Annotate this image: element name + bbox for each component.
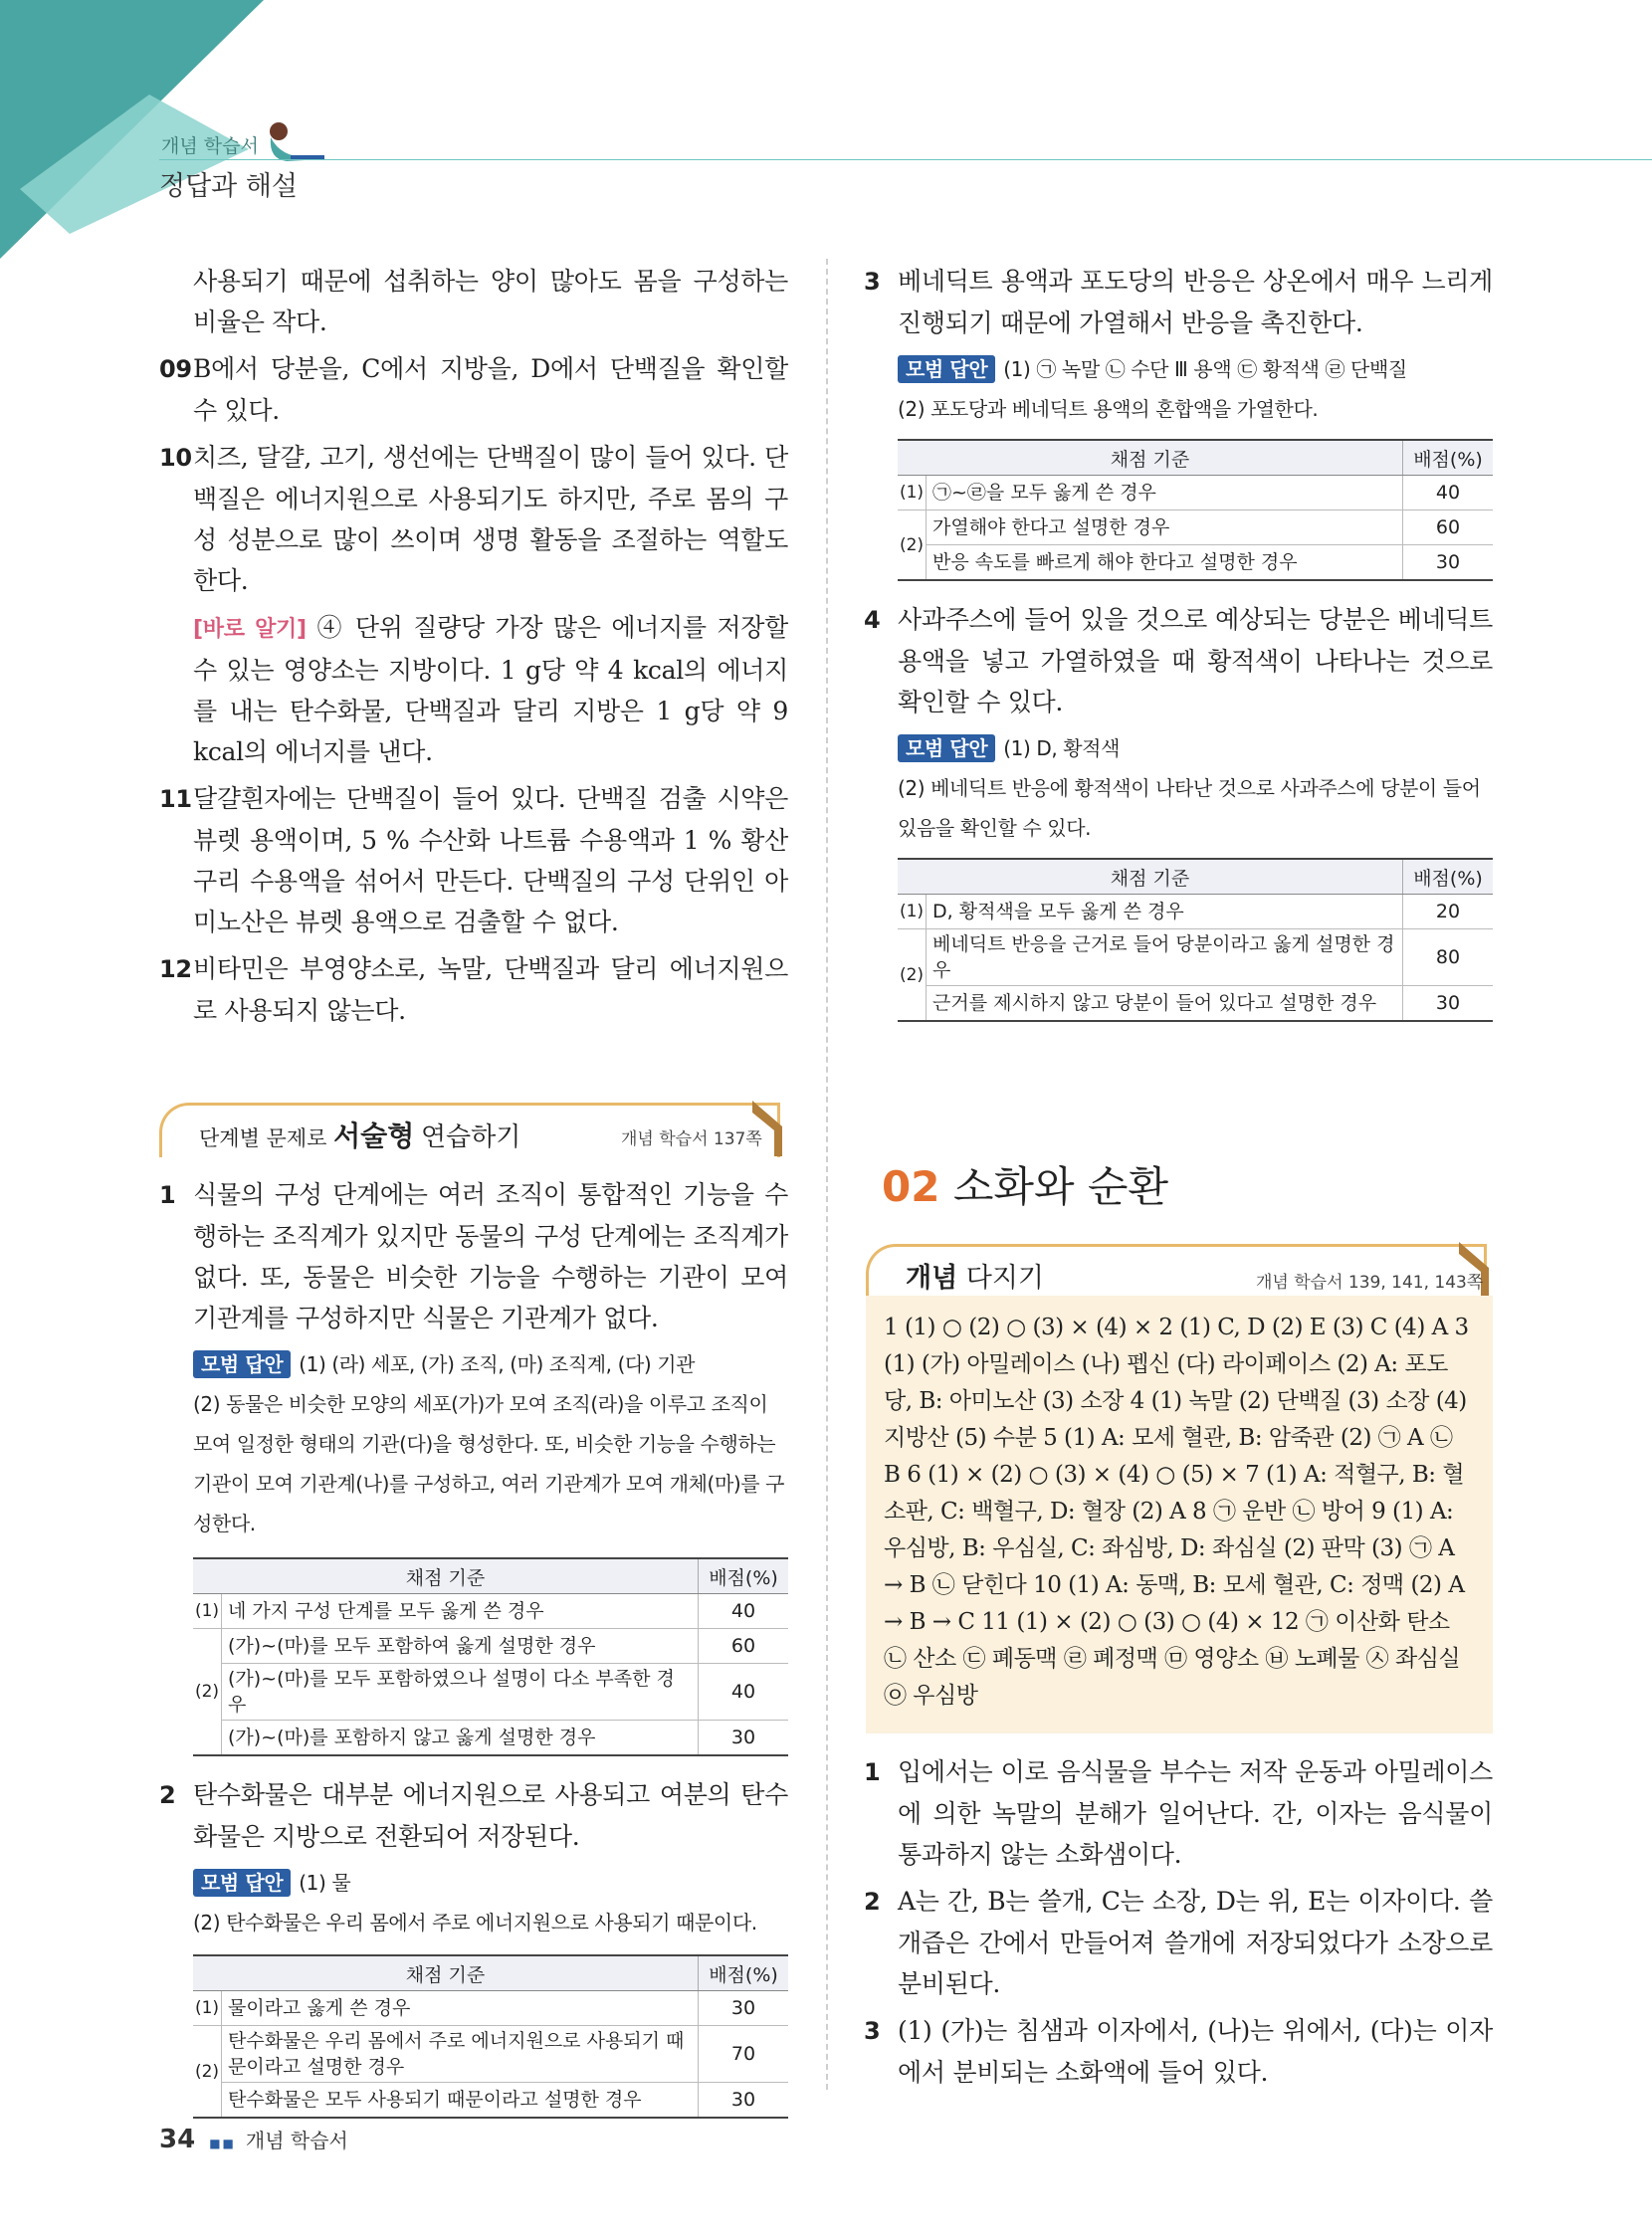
answer-item: 3 (1) (가)는 침샘과 이자에서, (나)는 위에서, (다)는 이자에서 분비되는 소화액에 들어 있다. xyxy=(864,2016,1493,2087)
answer-item: 4 사과주스에 들어 있을 것으로 예상되는 당분은 베네딕트 용액을 넣고 가열하였을 때 황적색이 나타나는 것으로 확인할 수 있다. xyxy=(864,605,1493,716)
answer-item: 11달걀흰자에는 단백질이 들어 있다. 단백질 검출 시약은 뷰렛 용액이며, 5 % 수산화 나트륨 수용액과 1 % 황산 구리 수용액을 섞어서 만든다. 단백질의 구성 단위인 아미노산은 뷰렛 용액으로 검출할 수 없다. xyxy=(159,784,788,936)
student-illustration xyxy=(257,117,326,163)
criteria-table: 채점 기준 배점(%) (1) 물이라고 옳게 쓴 경우 30 (2) 탄수화물은 우리 몸에서 주로 에너지원으로 사용되기 때문이라고 설명한 경우 70 탄수화물은 모두 사용되기 때문이라고 설명한 경우 30 xyxy=(193,1954,788,2119)
concept-answers: 1 (1) ○ (2) ○ (3) × (4) × 2 (1) C, D (2) E (3) C (4) A 3 (1) (가) 아밀레이스 (나) 펩신 (다) 라이페이스 (2) A: 포도당, B: 아미노산 (3) 소장 4 (1) 녹말 (2) 단백질 (3) 소장 (4) 지방산 (5) 수분 5 (1) A: 모세 혈관, B: 암죽관 (2) ㉠ A ㉡ B 6 (1) × (2) ○ (3) × (4) ○ (5) × 7 (1) A: 적혈구, B: 혈소판, C: 백혈구, D: 혈장 (2) A 8 ㉠ 운반 ㉡ 방어 9 (1) A: 우심방, B: 우심실, C: 좌심방, D: 좌심실 (2) 판막 (3) ㉠ A → B ㉡ 닫힌다 10 (1) A: 동맥, B: 모세 혈관, C: 정맥 (2) A → B → C 11 (1) × (2) ○ (3) ○ (4) × 12 ㉠ 이산화 탄소 ㉡ 산소 ㉢ 폐동맥 ㉣ 폐정맥 ㉤ 영양소 ㉥ 노폐물 ㉦ 좌심실 ㉧ 우심방 xyxy=(884,1315,1469,1709)
column-divider xyxy=(826,259,828,2090)
essay-section xyxy=(159,1174,788,2119)
answer-item: 12비타민은 부영양소로, 녹말, 단백질과 달리 에너지원으로 사용되지 않는다. xyxy=(159,954,788,1025)
table-row: (2) 탄수화물은 우리 몸에서 주로 에너지원으로 사용되기 때문이라고 설명한 경우 70 xyxy=(193,2026,788,2083)
model-answer-1: 모범 답안 (1) (라) 세포, (가) 조직, (마) 조직계, (다) 기관 xyxy=(159,1344,788,1384)
criteria-table: 채점 기준 배점(%) (1) 네 가지 구성 단계를 모두 옳게 쓴 경우 40 (2) (가)~(마)를 모두 포함하여 옳게 설명한 경우 60 (가)~(마)를 모두 포함하였으나 설명이 다소 부족한 경우 40 (가)~(마)를 포함하지 않고 옳게 설명한 경우 30 xyxy=(193,1557,788,1756)
right-bottom-section xyxy=(864,1751,1493,2099)
table-row: 반응 속도를 빠르게 해야 한다고 설명한 경우 30 xyxy=(898,545,1493,581)
table-row: (1) ㉠~㉣을 모두 옳게 쓴 경우 40 xyxy=(898,476,1493,510)
corner-decoration xyxy=(0,0,269,259)
header-subtitle: 개념 학습서 xyxy=(161,135,259,157)
essay-tab-ref: 개념 학습서 137쪽 xyxy=(621,1129,762,1149)
header-title: 정답과 해설 xyxy=(159,171,298,202)
criteria-table: 채점 기준 배점(%) (1) ㉠~㉣을 모두 옳게 쓴 경우 40 (2) 가열해야 한다고 설명한 경우 60 반응 속도를 빠르게 해야 한다고 설명한 경우 30 xyxy=(898,439,1493,581)
left-top-section xyxy=(159,261,788,1037)
right-top-section xyxy=(864,261,1493,1022)
continued-text: 사용되기 때문에 섭취하는 양이 많아도 몸을 구성하는 비율은 작다. xyxy=(193,267,788,336)
section-title: 02 소화와 순환 xyxy=(882,1162,1169,1211)
table-row: (가)~(마)를 포함하지 않고 옳게 설명한 경우 30 xyxy=(193,1721,788,1756)
table-row: 근거를 제시하지 않고 당분이 들어 있다고 설명한 경우 30 xyxy=(898,986,1493,1022)
footer-bullet-icon: ■■ xyxy=(209,2137,236,2150)
model-answer-2: (2) 탄수화물은 우리 몸에서 주로 에너지원으로 사용되기 때문이다. xyxy=(193,1911,757,1935)
essay-q1: 1 식물의 구성 단계에는 여러 조직이 통합적인 기능을 수행하는 조직계가 있지만 동물의 구성 단계에는 조직계가 없다. 또, 동물은 비슷한 기능을 수행하는 기관이 모여 기관계를 구성하지만 식물은 기관계가 없다. xyxy=(159,1180,788,1332)
table-row: (2) (가)~(마)를 모두 포함하여 옳게 설명한 경우 60 xyxy=(193,1629,788,1664)
concept-tab-title: 개념 다지기 xyxy=(906,1263,1045,1294)
criteria-table: 채점 기준 배점(%) (1) D, 황적색을 모두 옳게 쓴 경우 20 (2) 베네딕트 반응을 근거로 들어 당분이라고 옳게 설명한 경우 80 근거를 제시하지 않고 당분이 들어 있다고 설명한 경우 30 xyxy=(898,858,1493,1022)
model-answer-1: 모범 답안 (1) 물 xyxy=(159,1863,788,1903)
model-answer-2: (2) 동물은 비슷한 모양의 세포(가)가 모여 조직(라)을 이루고 조직이 모여 일정한 형태의 기관(다)을 형성한다. 또, 비슷한 기능을 수행하는 기관이 모여 기관계(나)를 구성하고, 여러 기관계가 모여 개체(마)를 구성한다. xyxy=(193,1392,785,1535)
table-row: (1) 물이라고 옳게 쓴 경우 30 xyxy=(193,1991,788,2026)
concept-tab-ref: 개념 학습서 139, 141, 143쪽 xyxy=(1256,1273,1484,1293)
table-row: (2) 베네딕트 반응을 근거로 들어 당분이라고 옳게 설명한 경우 80 xyxy=(898,929,1493,986)
answer-item: 3 베네딕트 용액과 포도당의 반응은 상온에서 매우 느리게 진행되기 때문에 가열해서 반응을 촉진한다. xyxy=(864,267,1493,337)
answer-item: 09B에서 당분을, C에서 지방을, D에서 단백질을 확인할 수 있다. xyxy=(159,354,788,425)
table-row: (1) 네 가지 구성 단계를 모두 옳게 쓴 경우 40 xyxy=(193,1594,788,1629)
page-number: 34 xyxy=(159,2125,196,2154)
model-answer-badge: 모범 답안 xyxy=(193,1869,291,1897)
baro-note: [바로 알기] ④ 단위 질량당 가장 많은 에너지를 저장할 수 있는 영양소는 지방이다. 1 g당 약 4 kcal의 에너지를 내는 탄수화물, 단백질과 달리 지방은 1 g당 약 9 kcal의 에너지를 낸다. xyxy=(193,613,788,766)
header-rule xyxy=(159,159,1652,160)
table-row: (2) 가열해야 한다고 설명한 경우 60 xyxy=(898,510,1493,545)
baro-label: [바로 알기] xyxy=(193,617,307,642)
essay-tab-title: 단계별 문제로 서술형 연습하기 xyxy=(199,1120,521,1152)
model-answer-2: (2) 포도당과 베네딕트 용액의 혼합액을 가열한다. xyxy=(898,397,1319,421)
table-row: (1) D, 황적색을 모두 옳게 쓴 경우 20 xyxy=(898,895,1493,929)
concept-answer-box xyxy=(866,1296,1493,1733)
model-answer-1: 모범 답안 (1) ㉠ 녹말 ㉡ 수단 Ⅲ 용액 ㉢ 황적색 ㉣ 단백질 xyxy=(864,349,1493,389)
answer-item: 10치즈, 달걀, 고기, 생선에는 단백질이 많이 들어 있다. 단백질은 에너지원으로 사용되기도 하지만, 주로 몸의 구성 성분으로 많이 쓰이며 생명 활동을 조절하는 역할도 한다. xyxy=(159,443,788,595)
page-footer xyxy=(159,2125,348,2154)
model-answer-badge: 모범 답안 xyxy=(898,355,995,383)
answer-item: 2 A는 간, B는 쓸개, C는 소장, D는 위, E는 이자이다. 쓸개즙은 간에서 만들어져 쓸개에 저장되었다가 소장으로 분비된다. xyxy=(864,1887,1493,1998)
table-row: (가)~(마)를 모두 포함하였으나 설명이 다소 부족한 경우 40 xyxy=(193,1664,788,1721)
model-answer-badge: 모범 답안 xyxy=(898,734,995,762)
model-answer-1: 모범 답안 (1) D, 황적색 xyxy=(864,728,1493,768)
model-answer-badge: 모범 답안 xyxy=(193,1350,291,1378)
model-answer-2: (2) 베네딕트 반응에 황적색이 나타난 것으로 사과주스에 당분이 들어 있음을 확인할 수 있다. xyxy=(898,776,1481,840)
table-row: 탄수화물은 모두 사용되기 때문이라고 설명한 경우 30 xyxy=(193,2083,788,2119)
answer-item: 1 입에서는 이로 음식물을 부수는 저작 운동과 아밀레이스에 의한 녹말의 분해가 일어난다. 간, 이자는 음식물이 통과하지 않는 소화샘이다. xyxy=(864,1757,1493,1869)
footer-label: 개념 학습서 xyxy=(245,2129,348,2152)
essay-q2: 2 탄수화물은 대부분 에너지원으로 사용되고 여분의 탄수화물은 지방으로 전환되어 저장된다. xyxy=(159,1780,788,1851)
